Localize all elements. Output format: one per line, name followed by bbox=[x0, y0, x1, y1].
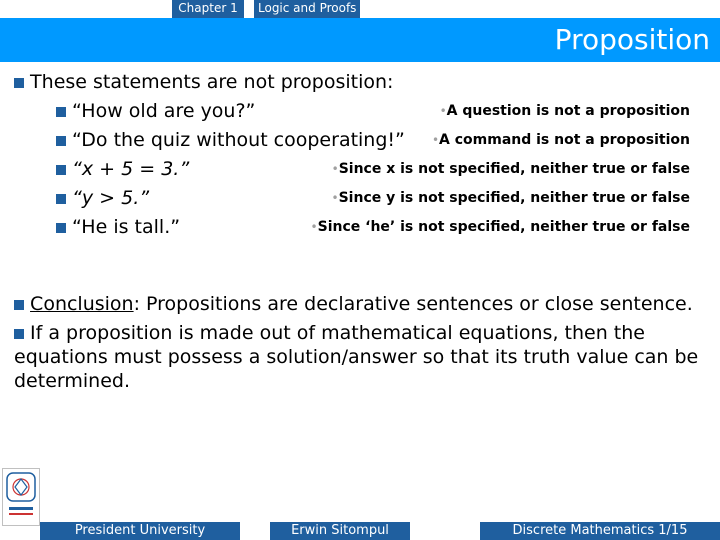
dot-bullet-icon: • bbox=[331, 162, 339, 176]
square-bullet-icon bbox=[56, 223, 66, 233]
conclusion-text: : Propositions are declarative sentences or close sentence. bbox=[133, 293, 693, 315]
footer-course: Discrete Mathematics 1/15 bbox=[480, 522, 720, 540]
chapter-topic: Logic and Proofs bbox=[254, 0, 360, 18]
dot-bullet-icon: • bbox=[431, 133, 440, 147]
square-bullet-icon bbox=[14, 300, 24, 310]
note-4 bbox=[332, 188, 690, 208]
footer-university: President University bbox=[40, 522, 240, 540]
footer-author: Erwin Sitompul bbox=[270, 522, 410, 540]
dot-bullet-icon: • bbox=[310, 220, 318, 234]
note-1 bbox=[440, 101, 690, 121]
conclusion-item bbox=[14, 292, 714, 316]
top-bar bbox=[0, 0, 720, 18]
square-bullet-icon bbox=[56, 165, 66, 175]
para2-item bbox=[14, 321, 714, 393]
note-text: Since x is not specified, neither true or false bbox=[338, 161, 690, 177]
intro-item bbox=[14, 70, 393, 94]
statement-text: “How old are you?” bbox=[72, 100, 256, 122]
statement-text: “He is tall.” bbox=[72, 216, 181, 238]
note-text: A question is not a proposition bbox=[446, 103, 690, 119]
statement-row-3 bbox=[56, 157, 189, 181]
square-bullet-icon bbox=[14, 78, 24, 88]
square-bullet-icon bbox=[56, 136, 66, 146]
statement-row-4 bbox=[56, 186, 149, 210]
statement-text: “x + 5 = 3.” bbox=[72, 158, 190, 180]
conclusion-label: Conclusion bbox=[30, 293, 134, 315]
note-2 bbox=[432, 130, 690, 150]
note-3 bbox=[332, 159, 690, 179]
square-bullet-icon bbox=[56, 107, 66, 117]
note-text: A command is not a proposition bbox=[439, 132, 690, 148]
chapter-label: Chapter 1 bbox=[172, 0, 244, 18]
note-text: Since y is not specified, neither true or false bbox=[338, 190, 690, 206]
statement-text: “Do the quiz without cooperating!” bbox=[72, 129, 405, 151]
note-text: Since ‘he’ is not specified, neither true or false bbox=[317, 219, 690, 235]
statement-text: “y > 5.” bbox=[72, 187, 150, 209]
statement-row-1 bbox=[56, 99, 255, 123]
square-bullet-icon bbox=[14, 329, 24, 339]
intro-text: These statements are not proposition: bbox=[30, 71, 394, 93]
statement-row-5 bbox=[56, 215, 180, 239]
para2-text: If a proposition is made out of mathematical equations, then the equations must possess a solution/answer so that its truth value can be determined. bbox=[14, 322, 699, 392]
dot-bullet-icon: • bbox=[331, 191, 339, 205]
slide-title: Proposition bbox=[554, 23, 710, 56]
university-logo bbox=[2, 468, 40, 526]
note-5 bbox=[311, 217, 690, 237]
dot-bullet-icon: • bbox=[439, 104, 447, 118]
square-bullet-icon bbox=[56, 194, 66, 204]
statement-row-2 bbox=[56, 128, 405, 152]
